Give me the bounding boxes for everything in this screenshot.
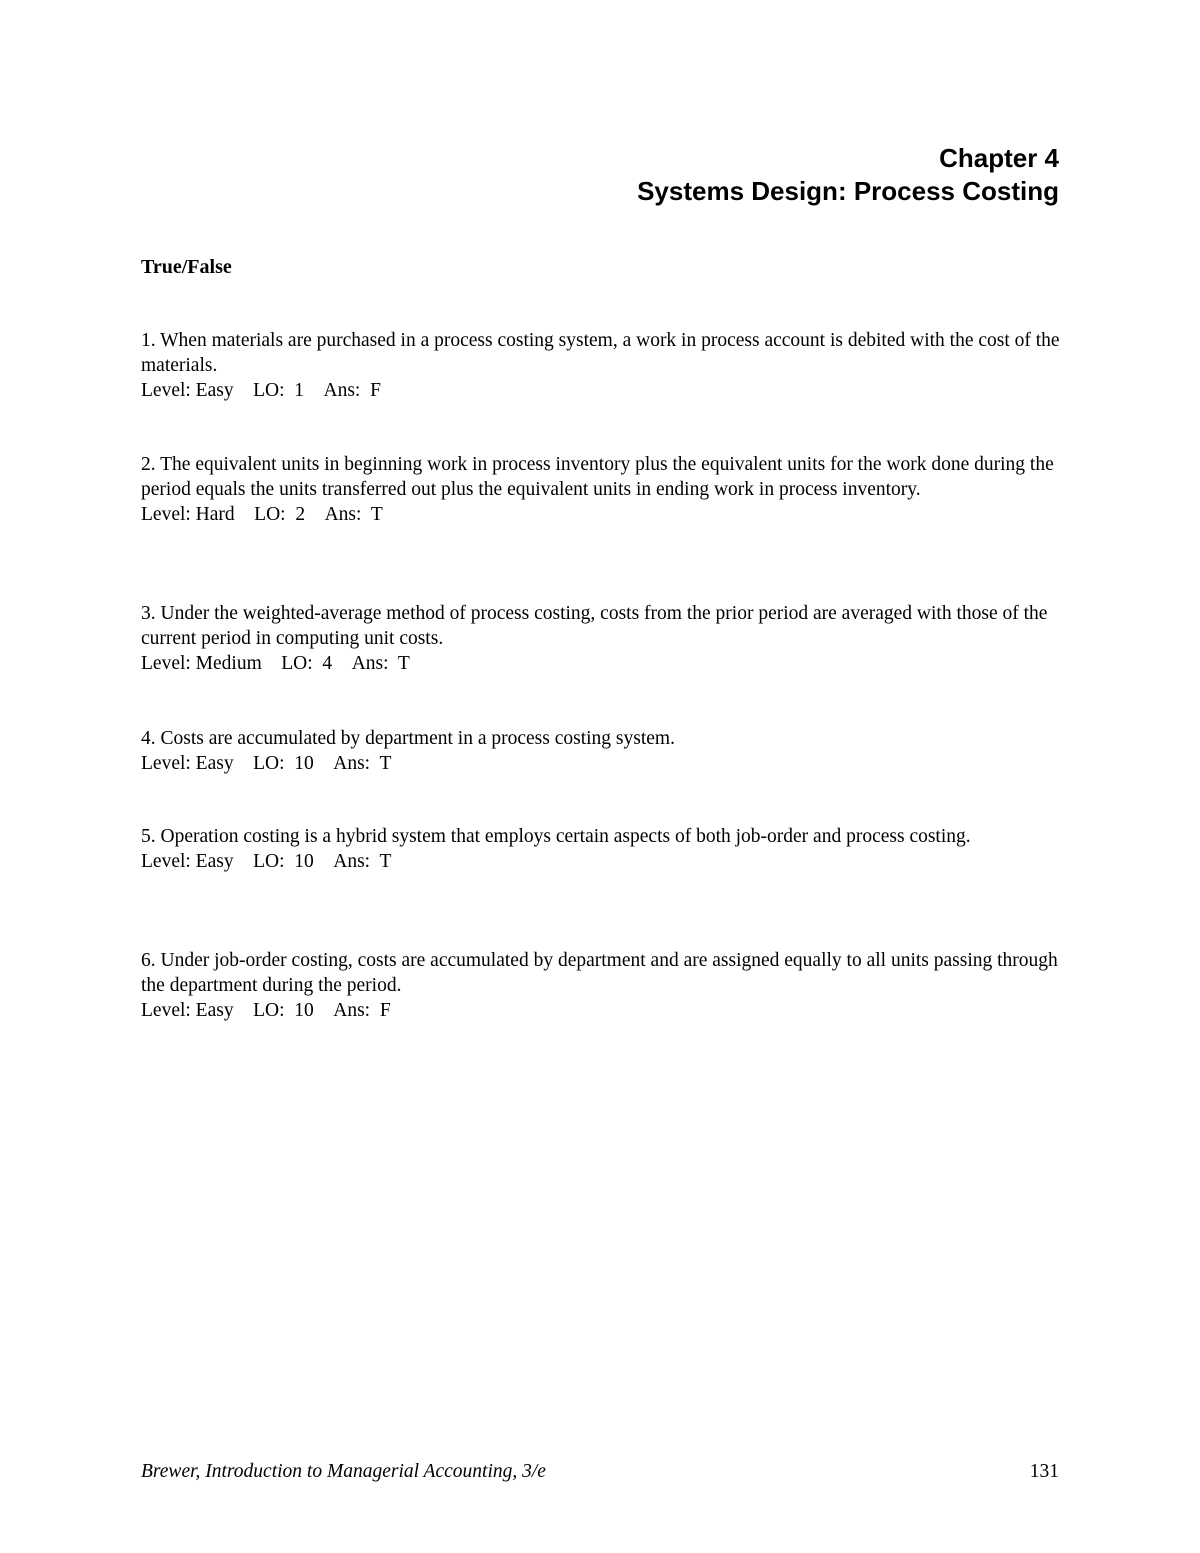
question-text: 1. When materials are purchased in a process costing system, a work in process account is debited with the cost of the materials.: [141, 330, 1060, 376]
question-item: [141, 602, 1066, 676]
chapter-title: Systems Design: Process Costing: [637, 176, 1059, 206]
question-meta: [141, 999, 1066, 1024]
question-item: [141, 949, 1066, 1023]
question-level: Level: Hard: [141, 503, 235, 525]
question-item: [141, 727, 1066, 777]
question-answer: Ans: T: [351, 652, 410, 674]
question-meta: [141, 652, 1066, 677]
question-answer: Ans: F: [333, 999, 391, 1021]
question-text: 3. Under the weighted-average method of process costing, costs from the prior period are averaged with those of the current period in computing unit costs.: [141, 603, 1048, 649]
question-item: [141, 329, 1066, 403]
question-lo: LO: 10: [253, 752, 314, 774]
chapter-header: [637, 142, 1059, 208]
question-level: Level: Medium: [141, 652, 262, 674]
question-meta: [141, 503, 1066, 528]
question-meta: [141, 850, 1066, 875]
question-lo: LO: 1: [253, 379, 305, 401]
question-text: 4. Costs are accumulated by department in a process costing system.: [141, 728, 675, 749]
question-lo: LO: 2: [254, 503, 306, 525]
question-text: 2. The equivalent units in beginning work in process inventory plus the equivalent units for the work done during the period equals the units transferred out plus the equivalent units in ending work in process inventory.: [141, 454, 1054, 500]
question-level: Level: Easy: [141, 379, 234, 401]
question-answer: Ans: T: [333, 752, 392, 774]
question-level: Level: Easy: [141, 850, 234, 872]
question-level: Level: Easy: [141, 999, 234, 1021]
chapter-number: Chapter 4: [939, 143, 1059, 173]
section-heading: True/False: [141, 256, 232, 278]
question-answer: Ans: T: [333, 850, 392, 872]
question-lo: LO: 10: [253, 999, 314, 1021]
question-text: 5. Operation costing is a hybrid system that employs certain aspects of both job-order and process costing.: [141, 826, 971, 847]
question-item: [141, 453, 1066, 527]
question-item: [141, 825, 1066, 875]
question-text: 6. Under job-order costing, costs are accumulated by department and are assigned equally to all units passing through the department during the period.: [141, 950, 1058, 996]
question-answer: Ans: F: [323, 379, 381, 401]
page-number: 131: [1029, 1461, 1059, 1482]
question-meta: [141, 752, 1066, 777]
footer-source: Brewer, Introduction to Managerial Accounting, 3/e: [141, 1461, 546, 1482]
question-level: Level: Easy: [141, 752, 234, 774]
question-lo: LO: 4: [281, 652, 333, 674]
question-lo: LO: 10: [253, 850, 314, 872]
question-answer: Ans: T: [324, 503, 383, 525]
question-meta: [141, 379, 1066, 404]
